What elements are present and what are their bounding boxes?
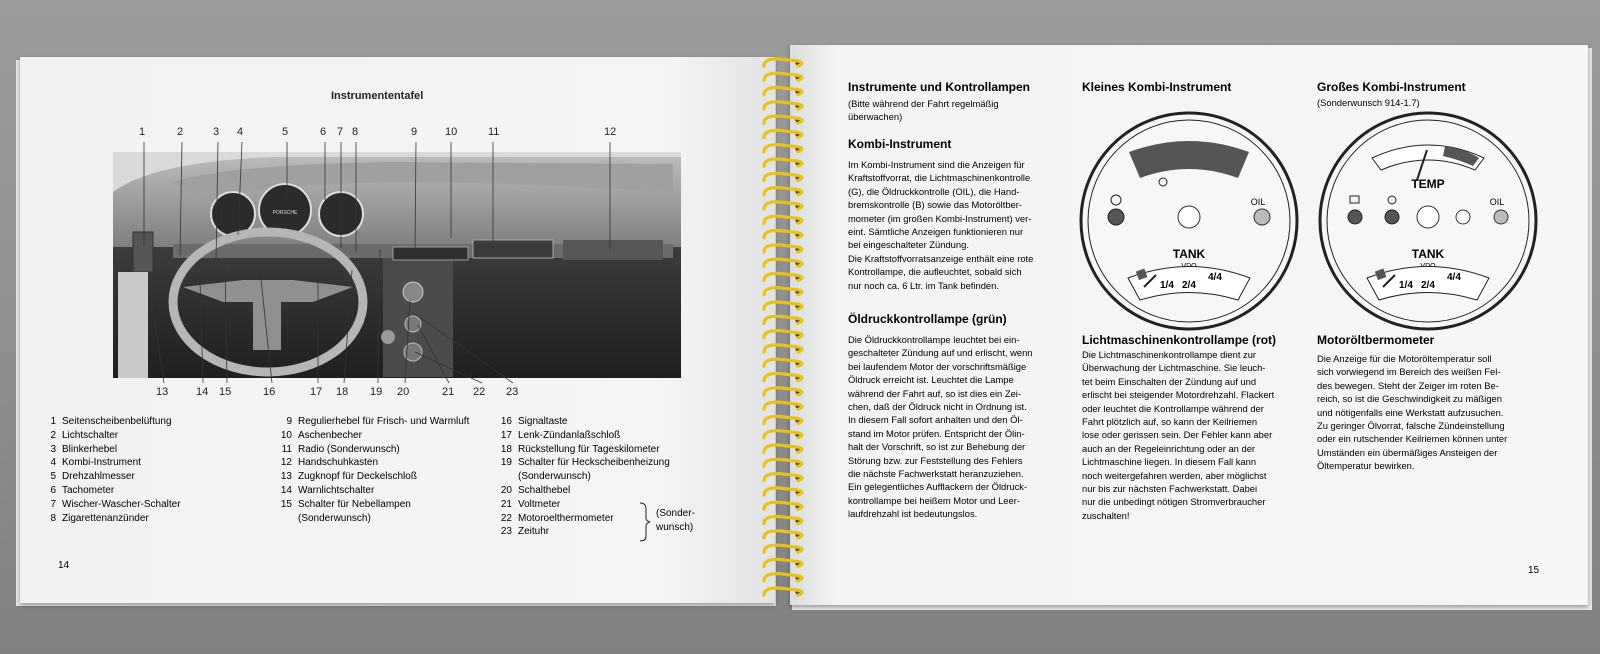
left-page-number: 14 (58, 560, 70, 571)
callout-number: 12 (604, 126, 617, 138)
callout-number: 6 (320, 126, 327, 138)
fuel-scale-full: 4/4 (1208, 272, 1222, 283)
generator-warning-lamp (1254, 209, 1270, 225)
legend-item: 18 Rückstellung für Tageskilometer (500, 443, 660, 455)
callout-number: 20 (397, 386, 410, 398)
temp-label: TEMP (1411, 177, 1445, 191)
legend-item: 23 Zeituhr (500, 526, 550, 538)
legend-item: 6 Tachometer (50, 484, 115, 496)
callout-number: 11 (488, 126, 500, 138)
generator-warning-lamp (1494, 210, 1508, 224)
instruments-heading: Instrumente und Kontrollampen (848, 80, 1031, 94)
callout-number: 8 (352, 126, 359, 138)
kombi-instrument-heading: Kombi-Instrument (848, 137, 952, 151)
center-warning-lamp (1178, 206, 1200, 228)
small-kombi-gauge-drawing (1078, 110, 1300, 332)
fuel-scale-quarter: 1/4 (1399, 280, 1413, 291)
large-kombi-gauge-drawing (1317, 110, 1539, 332)
legend-item: 9 Regulierhebel für Frisch- und Warmluft (286, 416, 470, 427)
oil-warning-lamp (1108, 209, 1124, 225)
legend-column-3 (494, 415, 670, 539)
indicator-lamp (1456, 210, 1470, 224)
brace-note-line: (Sonder- (656, 508, 695, 519)
legend-item: 2 Lichtschalter (50, 429, 119, 441)
oil-warning-lamp (1385, 210, 1399, 224)
callout-number: 17 (310, 386, 323, 398)
generator-lamp-text: Die Lichtmaschinenkontrollampe dient zur Überwachung der Lichtmaschine. Sie leuch- tet beim Einschalten der Zündung auf und erlischt bei steigender Motordrehzahl. Flackert oder leuchtet die Kontrollampe während der Fahrt plötzlich auf, so kann der Keilriemen lose oder gerissen sein. Der Fehler kann aber auch an der Regeleinrichtung oder an der Lichtmaschine liegen. In diesem Fall kann noch weitergefahren werden, aber möglichst nur bis zur nächsten Fachwerkstatt. Dabei nur die unbedingt nötigen Stromverbraucher zuschalten! (1082, 349, 1275, 521)
fuel-scale-quarter: 1/4 (1160, 280, 1174, 291)
legend-item: 16 Signaltaste (500, 416, 568, 427)
legend-item: 17 Lenk-Zündanlaßschloß (500, 429, 621, 441)
callout-number: 19 (370, 386, 383, 398)
legend-item: 7 Wischer-Wascher-Schalter (50, 498, 181, 510)
legend-item: (Sonderwunsch) (518, 471, 591, 483)
tank-label: TANK (1172, 247, 1206, 261)
oil-pressure-text: Die Öldruckkontrollampe leuchtet bei ein- geschalteter Zündung auf und erlischt, wenn bei laufendem Motor der vorschriftsmäßige Öldruck erreicht ist. Leuchtet die Lampe während der Fahrt auf, so ist dies ein Zei- chen, daß der Öldruck nicht in Ordnung ist. In diesem Fall sofort anhalten und den Öl- stand im Motor prüfen. Entspricht der Ölin- halt der Vorschrift, so ist zur Behebung der Störung bzw. zur Feststellung des Fehlers die nächste Fachwerkstatt heranzuziehen. Ein gelegentliches Aufflackern der Öldruck- kontrollampe bei heißem Motor und Leer- laufdrehzahl ist bedeutungslos. (848, 334, 1033, 520)
oil-label: OIL (1250, 197, 1266, 207)
callout-number: 16 (263, 386, 276, 398)
tank-label: TANK (1411, 247, 1445, 261)
legend-item: 10 Aschenbecher (280, 429, 362, 441)
callout-number: 15 (219, 386, 232, 398)
brake-warning-lamp (1348, 210, 1362, 224)
callout-number: 7 (337, 126, 344, 138)
legend-item: 20 Schalthebel (500, 484, 571, 496)
legend-item: 8 Zigarettenanzünder (50, 512, 149, 524)
right-page-number: 15 (1528, 565, 1540, 576)
brace-note-line: wunsch) (656, 522, 694, 533)
legend-item: 21 Voltmeter (500, 498, 561, 510)
legend-item: (Sonderwunsch) (298, 512, 371, 524)
instruments-subheading: (Bitte während der Fahrt regelmäßig überwachen) (848, 98, 999, 122)
callout-number: 14 (196, 386, 209, 398)
callout-number: 2 (177, 126, 184, 138)
oil-pressure-heading: Öldruckkontrollampe (grün) (848, 312, 1007, 326)
fuel-scale-half: 2/4 (1182, 280, 1196, 291)
fuel-scale-half: 2/4 (1421, 280, 1435, 291)
legend-column-1 (38, 415, 181, 525)
callout-number: 4 (237, 126, 244, 138)
callout-number: 13 (156, 386, 169, 398)
callout-number: 10 (445, 126, 458, 138)
legend-item: 1 Seitenscheibenbelüftung (50, 416, 172, 427)
legend-item: 15 Schalter für Nebellampen (280, 498, 411, 510)
generator-lamp-heading: Lichtmaschinenkontrollampe (rot) (1082, 333, 1277, 347)
callout-number: 21 (442, 386, 455, 398)
callout-number: 3 (213, 126, 220, 138)
legend-item: 3 Blinkerhebel (50, 443, 118, 455)
legend-item: 5 Drehzahlmesser (50, 471, 135, 483)
callout-number: 9 (411, 126, 418, 138)
fuel-scale-full: 4/4 (1447, 272, 1461, 283)
callout-number: 23 (506, 386, 519, 398)
oil-thermometer-text: Die Anzeige für die Motoröltemperatur soll sich vorwiegend im Bereich des weißen Fel- des bewegen. Steht der Zeiger im roten Be- reich, so ist die Geschwindigkeit zu mäßigen und nötigenfalls eine Werkstatt aufzusuchen. Zu geringer Ölvorrat, falsche Zündeinstellung oder ein rutschender Keilriemen können unter Umständen ein übermäßiges Ansteigen der Öltemperatur bewirken. (1317, 353, 1508, 472)
left-page-title: Instrumententafel (331, 90, 424, 102)
oil-label: OIL (1489, 197, 1505, 207)
legend-item: 11 Radio (Sonderwunsch) (281, 443, 400, 455)
callout-number: 5 (282, 126, 289, 138)
kombi-instrument-text: Im Kombi-Instrument sind die Anzeigen für Kraftstoffvorrat, die Lichtmaschinenkontrolle (G), die Öldruckkontrolle (OIL), die Hand- bremskontrolle (B) sowie das Motoröltber- mometer (im großen Kombi-Instrument) ver- eint. Sämtliche Anzeigen funktionieren nur bei eingeschalteter Zündung. Die Kraftstoffvorratsanzeige enthält eine rote Kontrollampe, die aufleuchtet, sobald sich nur noch ca. 6 Ltr. im Tank befinden. (848, 159, 1034, 291)
legend-item: 4 Kombi-Instrument (50, 457, 141, 469)
callout-number: 22 (473, 386, 486, 398)
legend-item: 13 Zugknopf für Deckelschloß (280, 471, 417, 483)
brace-note (656, 507, 695, 535)
legend-column-2 (274, 415, 469, 525)
center-warning-lamp (1417, 206, 1439, 228)
legend-item: 14 Warnlichtschalter (280, 484, 375, 496)
gauge-brand-text: PORSCHE (272, 210, 298, 216)
callout-number: 1 (139, 126, 146, 138)
legend-item: 19 Schalter für Heckscheibenheizung (500, 457, 670, 469)
legend-item: 12 Handschuhkasten (280, 457, 379, 469)
large-kombi-heading: Großes Kombi-Instrument (1317, 80, 1466, 94)
large-kombi-subheading: (Sonderwunsch 914-1.7) (1317, 97, 1420, 108)
legend-item: 22 Motoroelthermometer (500, 512, 614, 524)
callout-number: 18 (336, 386, 349, 398)
small-kombi-heading: Kleines Kombi-Instrument (1082, 80, 1232, 94)
spiral-binding (758, 52, 822, 604)
oil-thermometer-heading: Motoröltbermometer (1317, 333, 1435, 347)
